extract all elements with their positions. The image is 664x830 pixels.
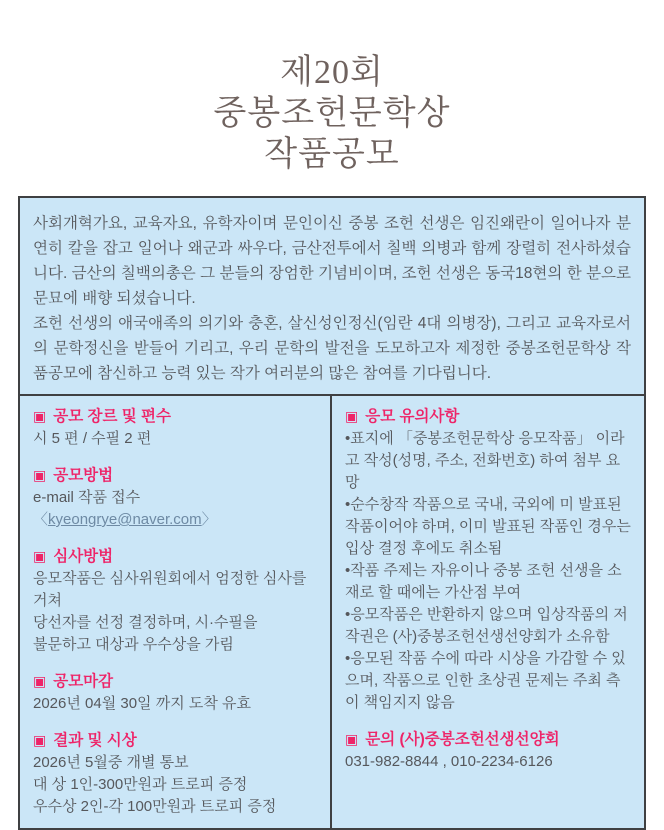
- section-contact-heading: [345, 728, 633, 751]
- angle-bracket-close: 〉: [201, 511, 217, 528]
- square-bullet-icon: ▣: [33, 732, 47, 748]
- deadline-body: 2026년 04월 30일 까지 도착 유효: [33, 695, 251, 712]
- judging-line: 불문하고 대상과 우수상을 가림: [33, 636, 234, 653]
- section-contact: [345, 728, 633, 773]
- notes-item: •표지에 「중봉조헌문학상 응모작품」 이라고 작성(성명, 주소, 전화번호) 하여 첨부 요망: [345, 430, 625, 491]
- notes-item: •응모된 작품 수에 따라 시상을 가감할 수 있으며, 작품으로 인한 초상권 문제는 주최 측이 책임지지 않음: [345, 650, 626, 711]
- contact-phone: 031-982-8844 , 010-2234-6126: [345, 753, 553, 770]
- email-link[interactable]: kyeongrye@naver.com: [48, 511, 202, 528]
- title-line-3: 작품공모: [264, 136, 400, 173]
- section-notes-heading: [345, 405, 633, 428]
- email-line: [33, 509, 319, 531]
- details-right-column: [332, 396, 644, 828]
- square-bullet-icon: ▣: [345, 731, 359, 747]
- page-title: [0, 0, 664, 175]
- details-columns: [20, 396, 644, 828]
- notes-item: •작품 주제는 자유이나 중봉 조헌 선생을 소재로 할 때에는 가산점 부여: [345, 562, 622, 601]
- section-contact-heading-text: 문의 (사)중봉조헌선생선양회: [365, 731, 560, 748]
- section-genre-heading: [33, 405, 319, 428]
- section-method-heading-text: 공모방법: [53, 467, 114, 484]
- notes-item: •응모작품은 반환하지 않으며 입상작품의 저작권은 (사)중봉조헌선생선양회가 소유함: [345, 606, 628, 645]
- section-deadline-heading: [33, 670, 319, 693]
- section-judging-heading: [33, 545, 319, 568]
- announcement-board: [18, 196, 646, 830]
- details-left-column: [20, 396, 332, 828]
- section-deadline-heading-text: 공모마감: [53, 673, 114, 690]
- section-notes-heading-text: 응모 유의사항: [365, 408, 460, 425]
- angle-bracket-open: 〈: [33, 511, 49, 528]
- intro-box: [20, 198, 644, 396]
- method-line: e-mail 작품 접수: [33, 489, 141, 506]
- section-notes: [345, 405, 633, 714]
- section-genre-heading-text: 공모 장르 및 편수: [53, 408, 171, 425]
- judging-line: 응모작품은 심사위원회에서 엄정한 심사를 거쳐: [33, 570, 307, 609]
- title-line-2: 중봉조헌문학상: [213, 95, 451, 132]
- title-line-1: 제20회: [280, 54, 384, 91]
- section-judging-heading-text: 심사방법: [53, 548, 114, 565]
- square-bullet-icon: ▣: [345, 408, 359, 424]
- section-method: [33, 464, 319, 531]
- intro-paragraph-1: 사회개혁가요, 교육자요, 유학자이며 문인이신 중봉 조헌 선생은 임진왜란이 일어나자 분연히 칼을 잡고 일어나 왜군과 싸우다, 금산전투에서 칠백 의병과 함께 장렬히 전사하셨습니다. 금산의 칠백의총은 그 분들의 장엄한 기념비이며, 조헌 선생은 동국18현의 한 분으로 문묘에 배향 되셨습니다.: [33, 215, 631, 307]
- results-line: 우수상 2인-각 100만원과 트로피 증정: [33, 798, 277, 815]
- section-results: [33, 729, 319, 818]
- section-genre: [33, 405, 319, 450]
- notes-item: •순수창작 작품으로 국내, 국외에 미 발표된 작품이어야 하며, 이미 발표된 작품인 경우는 입상 결정 후에도 취소됨: [345, 496, 631, 557]
- genre-body: 시 5 편 / 수필 2 편: [33, 430, 152, 447]
- intro-paragraph-2: 조헌 선생의 애국애족의 의기와 충혼, 살신성인정신(임란 4대 의병장), 그리고 교육자로서의 문학정신을 받들어 기리고, 우리 문학의 발전을 도모하고자 제정한 중봉조헌문학상 작품공모에 참신하고 능력 있는 작가 여러분의 많은 참여를 기다립니다.: [33, 315, 631, 382]
- square-bullet-icon: ▣: [33, 408, 47, 424]
- section-results-heading: [33, 729, 319, 752]
- square-bullet-icon: ▣: [33, 673, 47, 689]
- judging-line: 당선자를 선정 결정하며, 시·수필을: [33, 614, 258, 631]
- results-line: 대 상 1인-300만원과 트로피 증정: [33, 776, 248, 793]
- section-method-heading: [33, 464, 319, 487]
- section-judging: [33, 545, 319, 656]
- square-bullet-icon: ▣: [33, 467, 47, 483]
- section-deadline: [33, 670, 319, 715]
- section-results-heading-text: 결과 및 시상: [53, 732, 137, 749]
- square-bullet-icon: ▣: [33, 548, 47, 564]
- results-line: 2026년 5월중 개별 통보: [33, 754, 189, 771]
